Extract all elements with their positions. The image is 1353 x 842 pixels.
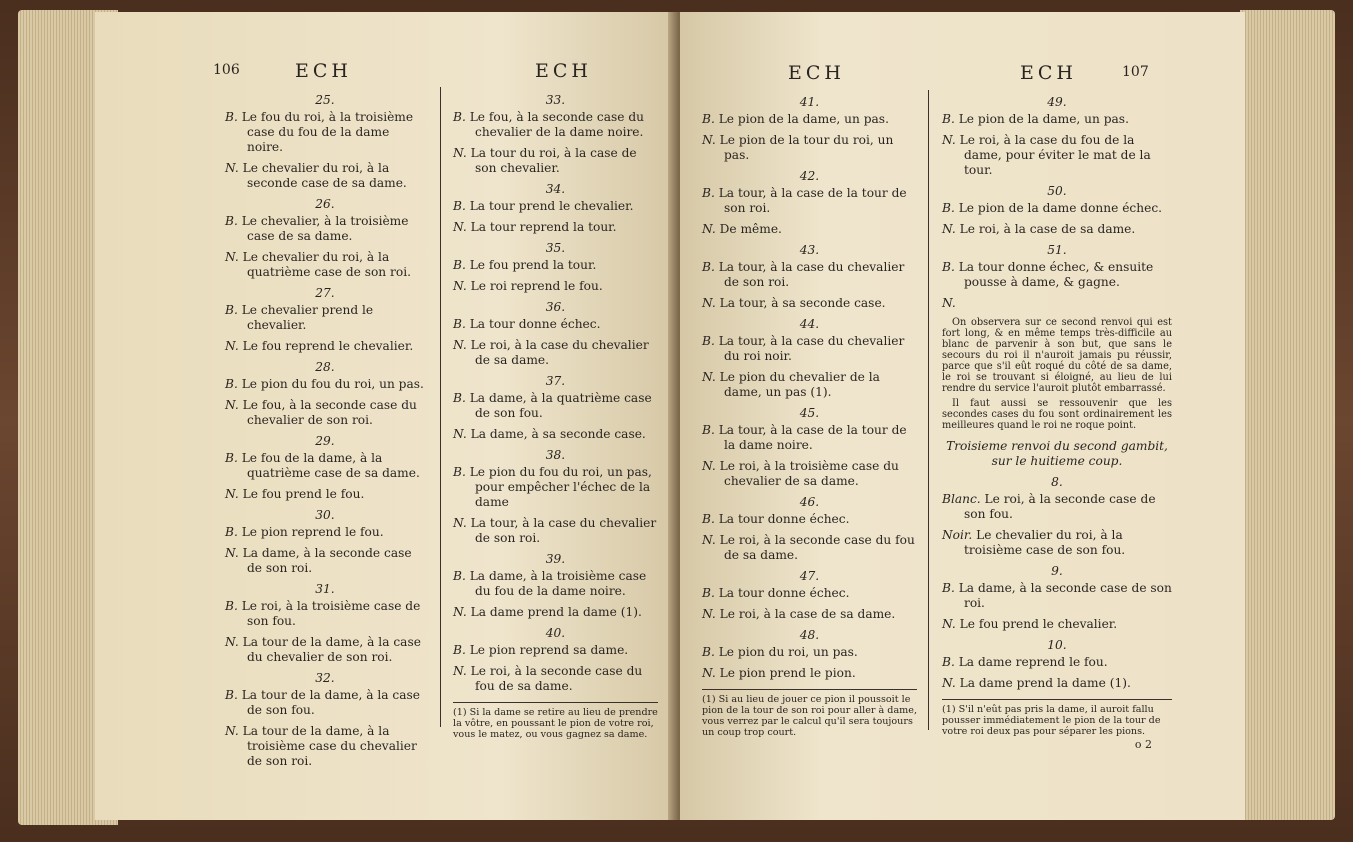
move-text: La dame prend la dame (1). bbox=[470, 605, 642, 619]
move-text: La tour prend le chevalier. bbox=[469, 199, 634, 213]
move-text: Le pion reprend le fou. bbox=[241, 525, 384, 539]
move-text: Le fou, à la seconde case du chevalier de la dame noire. bbox=[469, 110, 644, 139]
side-label: B. bbox=[702, 186, 719, 200]
move-entry bbox=[702, 112, 917, 127]
side-label: B. bbox=[942, 112, 959, 126]
side-label: N. bbox=[453, 664, 471, 678]
move-entry bbox=[453, 643, 658, 658]
side-label: B. bbox=[702, 423, 719, 437]
move-text: Le pion du chevalier de la dame, un pas (1). bbox=[719, 370, 880, 399]
move-entry bbox=[453, 516, 658, 546]
side-label: B. bbox=[942, 581, 959, 595]
move-number: 25. bbox=[315, 93, 335, 107]
side-label: N. bbox=[942, 676, 960, 690]
move-number: 10. bbox=[1047, 638, 1067, 652]
side-label: B. bbox=[225, 303, 242, 317]
move-entry bbox=[942, 655, 1172, 670]
move-entry bbox=[225, 214, 425, 244]
move-text: Le fou prend la tour. bbox=[469, 258, 597, 272]
move-entry bbox=[225, 487, 425, 502]
move-entry bbox=[702, 186, 917, 216]
side-label: B. bbox=[225, 377, 242, 391]
side-label: N. bbox=[453, 605, 471, 619]
moves-list bbox=[942, 475, 1172, 691]
side-label: N. bbox=[942, 222, 960, 236]
move-text: De même. bbox=[719, 222, 782, 236]
side-label: B. bbox=[225, 451, 242, 465]
side-label: N. bbox=[942, 133, 960, 147]
move-entry bbox=[453, 569, 658, 599]
move-entry bbox=[225, 339, 425, 354]
move-number: 49. bbox=[1047, 95, 1067, 109]
move-entry bbox=[453, 427, 658, 442]
move-number: 46. bbox=[799, 495, 820, 509]
side-label: N. bbox=[225, 635, 243, 649]
move-entry bbox=[453, 605, 658, 620]
move-text: La dame, à la quatrième case de son fou. bbox=[469, 391, 652, 420]
side-label: B. bbox=[702, 586, 719, 600]
move-entry bbox=[225, 250, 425, 280]
move-number: 45. bbox=[799, 406, 820, 420]
left-page bbox=[95, 12, 675, 820]
signature-mark: o 2 bbox=[1134, 738, 1152, 751]
move-text: La tour donne échec. bbox=[718, 586, 850, 600]
side-label: B. bbox=[942, 201, 959, 215]
paragraph: On observera sur ce second renvoi qui est fort long, & en même temps très-difficile au blanc de parvenir à son but, que sans le secours du roi il n'auroit jamais pu réussir, parce que s'il eût roqué du côté de sa dame, le roi se trouvant si éloigné, au lieu de lui rendre du service l'auroit plutôt embarrassé. bbox=[942, 317, 1172, 394]
move-text: Le pion reprend sa dame. bbox=[469, 643, 629, 657]
move-entry bbox=[453, 465, 658, 510]
move-entry bbox=[225, 688, 425, 718]
move-entry bbox=[702, 260, 917, 290]
move-number: 8. bbox=[1051, 475, 1063, 489]
move-number: 48. bbox=[799, 628, 820, 642]
move-entry bbox=[453, 146, 658, 176]
move-text: Le roi, à la case du chevalier de sa dame. bbox=[470, 338, 649, 367]
move-entry bbox=[942, 528, 1172, 558]
move-text: La tour donne échec. bbox=[718, 512, 850, 526]
move-entry bbox=[702, 512, 917, 527]
move-text: Le pion de la dame, un pas. bbox=[958, 112, 1129, 126]
side-label: B. bbox=[453, 199, 470, 213]
move-entry bbox=[942, 296, 1172, 311]
move-entry bbox=[225, 724, 425, 769]
side-label: B. bbox=[453, 643, 470, 657]
move-text: La dame, à la seconde case de son roi. bbox=[242, 546, 412, 575]
move-number: 51. bbox=[1047, 243, 1067, 257]
move-text: La tour, à la case de la tour de la dame noire. bbox=[718, 423, 907, 452]
move-text: Le roi, à la seconde case du fou de sa dame. bbox=[470, 664, 643, 693]
move-number: 39. bbox=[545, 552, 566, 566]
side-label: B. bbox=[225, 525, 242, 539]
move-text: Le chevalier prend le chevalier. bbox=[241, 303, 374, 332]
move-text: Le chevalier du roi, à la seconde case de sa dame. bbox=[242, 161, 407, 190]
move-entry bbox=[453, 664, 658, 694]
move-entry bbox=[225, 110, 425, 155]
move-text: La tour reprend la tour. bbox=[470, 220, 617, 234]
side-label: B. bbox=[702, 260, 719, 274]
move-text: La tour du roi, à la case de son chevalier. bbox=[470, 146, 637, 175]
move-text: La tour de la dame, à la case de son fou. bbox=[241, 688, 420, 717]
side-label: B. bbox=[942, 655, 959, 669]
side-label: N. bbox=[225, 487, 243, 501]
side-label: B. bbox=[702, 512, 719, 526]
side-label: N. bbox=[225, 250, 243, 264]
side-label: B. bbox=[702, 645, 719, 659]
move-number: 43. bbox=[799, 243, 820, 257]
page-number: 106 bbox=[213, 62, 240, 78]
move-entry bbox=[942, 112, 1172, 127]
side-label: B. bbox=[225, 110, 242, 124]
footnote: (1) Si la dame se retire au lieu de prendre la vôtre, en poussant le pion de votre roi, vous le matez, ou vous gagnez sa dame. bbox=[453, 702, 658, 740]
move-entry bbox=[942, 260, 1172, 290]
moves-list bbox=[702, 95, 917, 681]
side-label: B. bbox=[453, 317, 470, 331]
move-number: 36. bbox=[545, 300, 566, 314]
side-label: B. bbox=[453, 569, 470, 583]
move-entry bbox=[942, 492, 1172, 522]
move-text: La tour, à la case du chevalier de son roi. bbox=[470, 516, 657, 545]
side-label: B. bbox=[225, 214, 242, 228]
side-label: B. bbox=[225, 599, 242, 613]
move-number: 26. bbox=[315, 197, 335, 211]
paragraph: Il faut aussi se ressouvenir que les secondes cases du fou sont ordinairement les meilleures quand le roi ne roque point. bbox=[942, 398, 1172, 431]
move-entry bbox=[225, 161, 425, 191]
move-text: La tour de la dame, à la troisième case du chevalier de son roi. bbox=[242, 724, 417, 768]
move-text: Le fou du roi, à la troisième case du fou de la dame noire. bbox=[241, 110, 414, 154]
move-entry bbox=[225, 635, 425, 665]
side-label: N. bbox=[225, 546, 243, 560]
move-number: 50. bbox=[1047, 184, 1067, 198]
side-label: N. bbox=[702, 459, 720, 473]
move-number: 38. bbox=[545, 448, 566, 462]
move-number: 30. bbox=[315, 508, 335, 522]
move-text: Le fou de la dame, à la quatrième case de sa dame. bbox=[241, 451, 420, 480]
move-text: La tour, à la case de la tour de son roi. bbox=[718, 186, 907, 215]
move-text: Le roi, à la seconde case du fou de sa dame. bbox=[719, 533, 915, 562]
side-label: N. bbox=[942, 296, 956, 310]
side-label: N. bbox=[702, 533, 720, 547]
side-label: N. bbox=[702, 370, 720, 384]
move-text: Le roi, à la case de sa dame. bbox=[959, 222, 1136, 236]
side-label: N. bbox=[702, 222, 720, 236]
side-label: Blanc. bbox=[942, 492, 985, 506]
move-entry bbox=[702, 423, 917, 453]
move-entry bbox=[225, 451, 425, 481]
move-number: 29. bbox=[315, 434, 335, 448]
side-label: N. bbox=[225, 339, 243, 353]
side-label: N. bbox=[702, 296, 720, 310]
move-entry bbox=[225, 546, 425, 576]
move-entry bbox=[453, 391, 658, 421]
move-entry bbox=[702, 459, 917, 489]
move-text: La dame, à la seconde case de son roi. bbox=[958, 581, 1172, 610]
move-entry bbox=[702, 533, 917, 563]
move-number: 44. bbox=[799, 317, 820, 331]
move-text: Le roi, à la troisième case de son fou. bbox=[241, 599, 421, 628]
section-title-line: Troisieme renvoi du second gambit, bbox=[946, 439, 1168, 453]
move-number: 31. bbox=[315, 582, 335, 596]
move-number: 35. bbox=[545, 241, 566, 255]
move-entry bbox=[942, 201, 1172, 216]
right-column bbox=[453, 90, 658, 740]
section-title bbox=[942, 439, 1172, 469]
move-entry bbox=[702, 645, 917, 660]
footnote: (1) Si au lieu de jouer ce pion il poussoit le pion de la tour de son roi pour aller à dame, vous verrez par le calcul qu'il sera toujours un coup trop court. bbox=[702, 689, 917, 738]
side-label: N. bbox=[453, 220, 471, 234]
column-rule bbox=[928, 90, 929, 730]
move-text: La dame, à la troisième case du fou de la dame noire. bbox=[469, 569, 647, 598]
side-label: N. bbox=[453, 146, 471, 160]
side-label: N. bbox=[453, 338, 471, 352]
move-number: 42. bbox=[799, 169, 820, 183]
move-entry bbox=[225, 599, 425, 629]
move-entry bbox=[453, 110, 658, 140]
side-label: N. bbox=[702, 607, 720, 621]
footnote: (1) S'il n'eût pas pris la dame, il auroit fallu pousser immédiatement le pion de la tour de votre roi deux pas pour séparer les pions. bbox=[942, 699, 1172, 737]
move-entry bbox=[453, 279, 658, 294]
move-entry bbox=[942, 133, 1172, 178]
move-text: Le roi, à la case de sa dame. bbox=[719, 607, 896, 621]
side-label: N. bbox=[702, 666, 720, 680]
move-entry bbox=[702, 370, 917, 400]
move-number: 34. bbox=[545, 182, 566, 196]
move-text: Le pion de la tour du roi, un pas. bbox=[719, 133, 894, 162]
move-entry bbox=[942, 676, 1172, 691]
move-text: Le roi, à la case du fou de la dame, pour éviter le mat de la tour. bbox=[959, 133, 1151, 177]
side-label: N. bbox=[453, 427, 471, 441]
move-entry bbox=[702, 607, 917, 622]
move-entry bbox=[453, 199, 658, 214]
side-label: B. bbox=[702, 334, 719, 348]
side-label: Noir. bbox=[942, 528, 977, 542]
move-entry bbox=[453, 220, 658, 235]
left-column bbox=[225, 90, 425, 775]
move-entry bbox=[942, 617, 1172, 632]
move-entry bbox=[225, 525, 425, 540]
side-label: N. bbox=[453, 279, 471, 293]
page-edges-right bbox=[1240, 10, 1335, 820]
side-label: N. bbox=[702, 133, 720, 147]
move-text: Le pion du fou du roi, un pas, pour empêcher l'échec de la dame bbox=[469, 465, 652, 509]
move-number: 9. bbox=[1051, 564, 1063, 578]
running-head: ECH bbox=[1020, 62, 1077, 84]
move-entry bbox=[702, 666, 917, 681]
move-text: La tour de la dame, à la case du chevalier de son roi. bbox=[242, 635, 421, 664]
move-text: Le pion du fou du roi, un pas. bbox=[241, 377, 424, 391]
left-column bbox=[702, 92, 917, 738]
move-text: La tour, à la case du chevalier du roi noir. bbox=[718, 334, 905, 363]
move-number: 28. bbox=[315, 360, 335, 374]
move-number: 47. bbox=[799, 569, 820, 583]
side-label: B. bbox=[453, 110, 470, 124]
move-text: Le roi, à la seconde case de son fou. bbox=[964, 492, 1156, 521]
side-label: N. bbox=[942, 617, 960, 631]
side-label: B. bbox=[225, 688, 242, 702]
move-entry bbox=[702, 133, 917, 163]
move-text: Le fou, à la seconde case du chevalier de son roi. bbox=[242, 398, 417, 427]
side-label: N. bbox=[225, 398, 243, 412]
move-entry bbox=[225, 303, 425, 333]
move-entry bbox=[702, 586, 917, 601]
move-text: Le chevalier du roi, à la quatrième case de son roi. bbox=[242, 250, 411, 279]
side-label: N. bbox=[453, 516, 471, 530]
move-text: Le pion de la dame, un pas. bbox=[718, 112, 889, 126]
move-text: Le pion du roi, un pas. bbox=[718, 645, 858, 659]
page-number: 107 bbox=[1122, 64, 1149, 80]
move-text: Le chevalier du roi, à la troisième case de son fou. bbox=[964, 528, 1126, 557]
side-label: B. bbox=[942, 260, 959, 274]
move-number: 40. bbox=[545, 626, 566, 640]
move-text: Le pion prend le pion. bbox=[719, 666, 856, 680]
move-entry bbox=[702, 222, 917, 237]
move-entry bbox=[942, 581, 1172, 611]
side-label: B. bbox=[453, 391, 470, 405]
move-entry bbox=[225, 398, 425, 428]
running-head: ECH bbox=[535, 60, 592, 82]
move-text: Le pion de la dame donne échec. bbox=[958, 201, 1163, 215]
side-label: B. bbox=[453, 258, 470, 272]
move-number: 32. bbox=[315, 671, 335, 685]
column-rule bbox=[440, 87, 441, 727]
move-entry bbox=[702, 296, 917, 311]
running-head: ECH bbox=[788, 62, 845, 84]
right-column bbox=[942, 92, 1172, 752]
side-label: N. bbox=[225, 724, 243, 738]
move-text: La dame reprend le fou. bbox=[958, 655, 1108, 669]
move-text: Le roi reprend le fou. bbox=[470, 279, 603, 293]
move-entry bbox=[225, 377, 425, 392]
move-number: 37. bbox=[545, 374, 566, 388]
move-entry bbox=[453, 317, 658, 332]
move-text: La dame, à sa seconde case. bbox=[470, 427, 646, 441]
move-text: La tour, à la case du chevalier de son roi. bbox=[718, 260, 905, 289]
move-number: 41. bbox=[799, 95, 820, 109]
side-label: N. bbox=[225, 161, 243, 175]
side-label: B. bbox=[702, 112, 719, 126]
move-text: Le chevalier, à la troisième case de sa dame. bbox=[241, 214, 409, 243]
move-number: 33. bbox=[545, 93, 566, 107]
move-text: Le fou prend le chevalier. bbox=[959, 617, 1118, 631]
move-text: La tour, à sa seconde case. bbox=[719, 296, 886, 310]
move-text: La tour donne échec. bbox=[469, 317, 601, 331]
move-entry bbox=[453, 258, 658, 273]
move-text: Le roi, à la troisième case du chevalier de sa dame. bbox=[719, 459, 899, 488]
move-text: La tour donne échec, & ensuite pousse à dame, & gagne. bbox=[958, 260, 1154, 289]
right-page bbox=[680, 12, 1245, 820]
move-text: La dame prend la dame (1). bbox=[959, 676, 1131, 690]
move-entry bbox=[453, 338, 658, 368]
move-entry bbox=[702, 334, 917, 364]
section-title-line: sur le huitieme coup. bbox=[991, 454, 1123, 468]
move-text: Le fou reprend le chevalier. bbox=[242, 339, 414, 353]
moves-list bbox=[453, 93, 658, 694]
move-text: Le fou prend le fou. bbox=[242, 487, 365, 501]
move-number: 27. bbox=[315, 286, 335, 300]
move-entry bbox=[942, 222, 1172, 237]
moves-list bbox=[942, 95, 1172, 311]
side-label: B. bbox=[453, 465, 470, 479]
running-head: ECH bbox=[295, 60, 352, 82]
